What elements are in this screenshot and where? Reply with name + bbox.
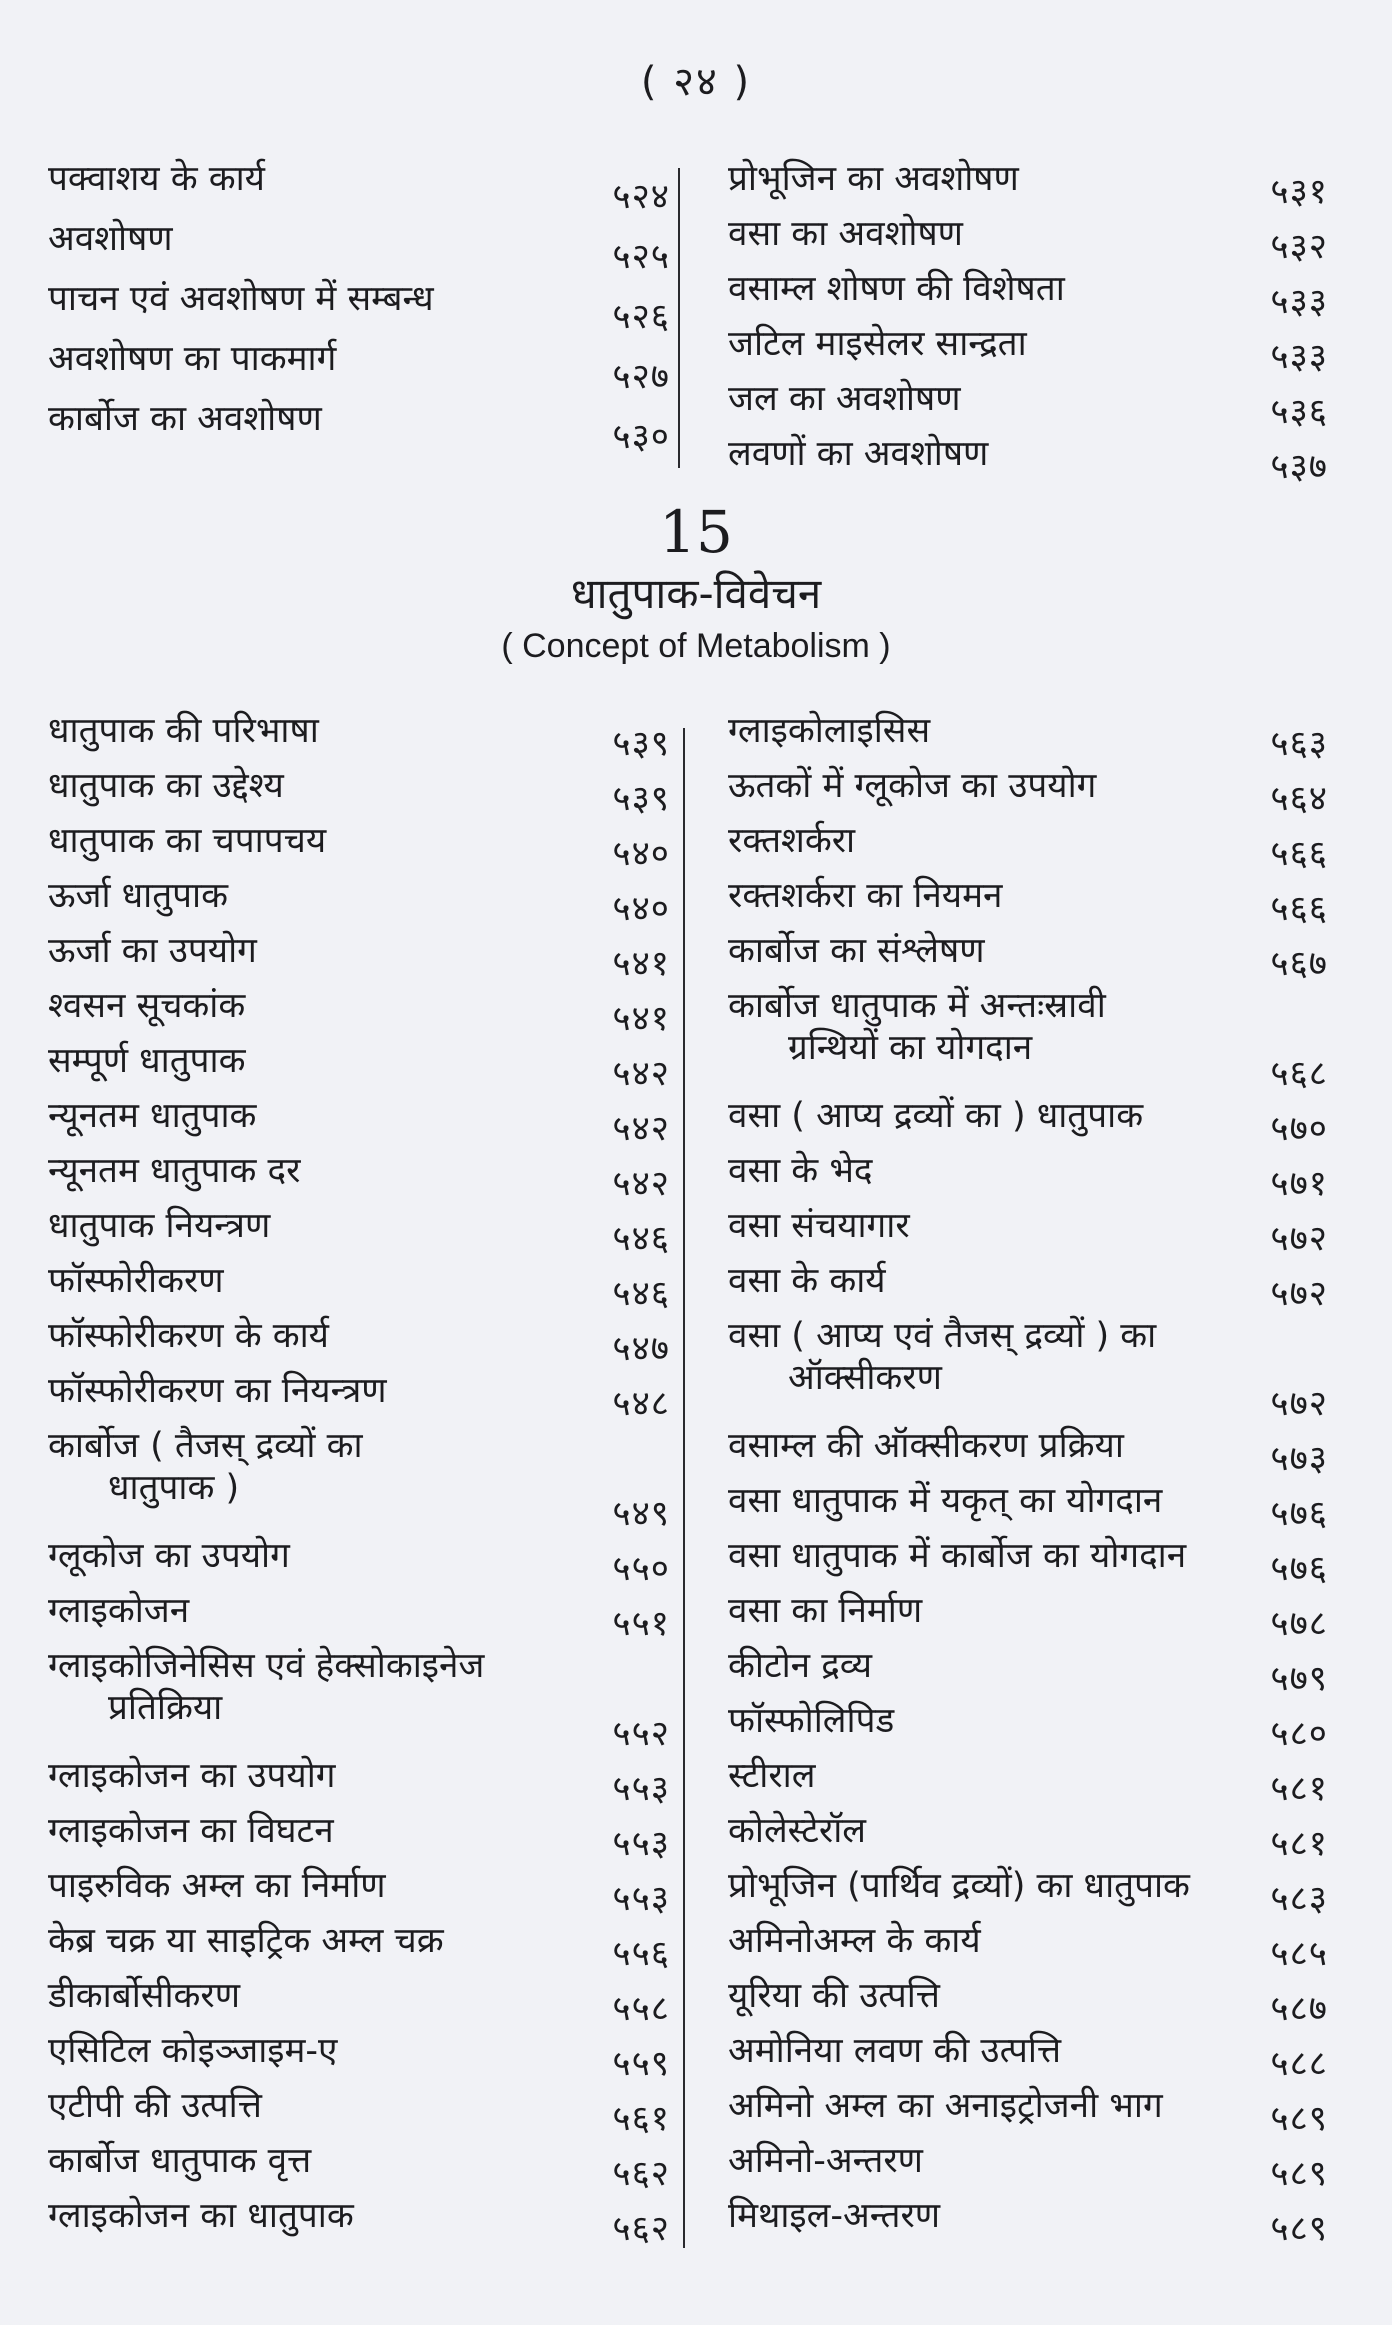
toc-entry-title [48,1755,670,1797]
toc-entry [48,1755,670,1810]
toc-entry-title-line: कार्बोज का अवशोषण [48,399,322,439]
toc-entry-title-line: ग्लाइकोजिनेसिस एवं हेक्सोकाइनेज [48,1646,485,1686]
toc-entry-page-number: ५८५ [1270,1934,1328,1974]
toc-entry-title [48,1150,670,1192]
toc-entry [728,378,1328,433]
toc-entry-title [728,1315,1328,1399]
toc-entry [728,1480,1328,1535]
toc-entry [48,1590,670,1645]
toc-entry [728,1205,1328,1260]
toc-entry-title [48,1040,670,1082]
toc-entry-page-number: ५३३ [1270,282,1328,322]
toc-entry-title-line: धातुपाक की परिभाषा [48,711,319,751]
toc-entry [48,1865,670,1920]
toc-entry-title-line: कार्बोज धातुपाक में अन्तःस्रावी [728,986,1106,1026]
toc-entry-title-line: वसा ( आप्य एवं तैजस् द्रव्यों ) का [728,1316,1157,1356]
toc-entry-title-line: कोलेस्टेरॉल [728,1811,867,1851]
toc-entry-page-number: ५८१ [1270,1824,1328,1864]
toc-entry [728,433,1328,488]
toc-entry-page-number: ५५० [612,1549,670,1589]
toc-entry-page-number: ५७३ [1270,1439,1328,1479]
toc-entry-title-line: ऊर्जा धातुपाक [48,876,229,916]
toc-entry-title [48,1975,670,2017]
toc-entry-page-number: ५६६ [1270,834,1328,874]
toc-entry [48,1535,670,1590]
toc-entry [48,1260,670,1315]
toc-entry-title-line: ग्लाइकोजन का उपयोग [48,1756,336,1796]
toc-entry-title-line: एसिटिल कोइञ्जाइम-ए [48,2031,338,2071]
toc-entry-title-line: प्रोभूजिन का अवशोषण [728,159,1019,199]
toc-entry-title [48,875,670,917]
toc-entry-title-line: जल का अवशोषण [728,379,961,419]
toc-entry-title [48,820,670,862]
toc-entry [728,1865,1328,1920]
toc-entry-title [728,323,1328,365]
toc-entry-title [48,765,670,807]
toc-entry [48,875,670,930]
toc-entry-page-number: ५६८ [1270,1054,1328,1094]
toc-main-section [0,710,1392,2270]
toc-entry [48,338,670,398]
toc-entry [728,710,1328,765]
toc-entry-title-line: प्रोभूजिन (पार्थिव द्रव्यों) का धातुपाक [728,1866,1190,1906]
toc-entry-page-number: ५२७ [612,357,670,397]
toc-entry [728,323,1328,378]
toc-entry [728,1095,1328,1150]
toc-entry [728,1645,1328,1700]
toc-entry-title [48,1535,670,1577]
toc-entry-title-line: कार्बोज धातुपाक वृत्त [48,2141,312,2181]
toc-top-section [0,158,1392,487]
toc-entry-title [728,1755,1328,1797]
toc-entry [48,2140,670,2195]
toc-entry-title [48,1425,670,1509]
toc-entry-page-number: ५८३ [1270,1879,1328,1919]
toc-entry-title [48,2085,670,2127]
toc-entry-title [48,2030,670,2072]
toc-entry [728,213,1328,268]
toc-entry-page-number: ५६२ [612,2154,670,2194]
toc-entry-page-number: ५३० [612,417,670,457]
toc-entry-title [728,930,1328,972]
toc-entry-title-line: वसा संचयागार [728,1206,910,1246]
toc-entry-title-line: ग्लाइकोजन [48,1591,190,1631]
toc-entry-title [728,765,1328,807]
toc-entry-title [728,1645,1328,1687]
toc-entry-page-number: ५५८ [612,1989,670,2029]
toc-entry-page-number: ५२५ [612,237,670,277]
toc-entry-page-number: ५७८ [1270,1604,1328,1644]
toc-entry-title-line: पाइरुविक अम्ल का निर्माण [48,1866,386,1906]
toc-entry [728,875,1328,930]
toc-entry-title [48,985,670,1027]
toc-entry-page-number: ५२४ [612,177,670,217]
toc-entry [48,1370,670,1425]
toc-entry-page-number: ५३१ [1270,172,1328,212]
toc-entry-title-line: अमिनो-अन्तरण [728,2141,923,2181]
toc-entry [728,1315,1328,1425]
toc-entry-title [48,930,670,972]
toc-entry-page-number: ५७६ [1270,1549,1328,1589]
toc-entry-title-line: वसा धातुपाक में यकृत् का योगदान [728,1481,1163,1521]
toc-entry-title [728,875,1328,917]
toc-entry-title [728,1700,1328,1742]
toc-entry [48,158,670,218]
toc-entry-page-number: ५८७ [1270,1989,1328,2029]
chapter-header [0,498,1392,670]
toc-entry-title [728,820,1328,862]
toc-entry-page-number: ५३९ [612,724,670,764]
column-divider [683,728,685,2248]
toc-entry-title [728,1810,1328,1852]
toc-entry-page-number: ५४२ [612,1109,670,1149]
toc-entry-page-number: ५४६ [612,1219,670,1259]
toc-entry-page-number: ५३६ [1270,392,1328,432]
toc-entry-page-number: ५५९ [612,2044,670,2084]
toc-entry-title-line: वसाम्ल की ऑक्सीकरण प्रक्रिया [728,1426,1124,1466]
toc-entry-title-line: वसा का निर्माण [728,1591,923,1631]
toc-entry [728,1920,1328,1975]
toc-entry-page-number: ५७६ [1270,1494,1328,1534]
toc-entry-title-continuation: धातुपाक ) [108,1468,240,1508]
page-number: ( २४ ) [640,59,752,105]
toc-entry-title [48,710,670,752]
toc-entry-title-line: रक्तशर्करा [728,821,856,861]
toc-entry [48,1425,670,1535]
toc-entry-title [728,2195,1328,2237]
toc-entry [48,1150,670,1205]
toc-entry-title-line: यूरिया की उत्पत्ति [728,1976,940,2016]
toc-entry-title-line: फॉस्फोरीकरण का नियन्त्रण [48,1371,387,1411]
toc-entry-title-line: वसा के कार्य [728,1261,886,1301]
toc-entry-page-number: ५३२ [1270,227,1328,267]
toc-entry-title [48,1590,670,1632]
toc-entry-page-number: ५४६ [612,1274,670,1314]
toc-entry-title [728,1150,1328,1192]
toc-entry-title [48,218,670,260]
toc-entry-title [48,1205,670,1247]
toc-entry [728,1150,1328,1205]
chapter-title: धातुपाक-विवेचन [570,569,822,618]
toc-entry-title [728,1260,1328,1302]
toc-entry [728,1260,1328,1315]
toc-entry-title-line: मिथाइल-अन्तरण [728,2196,941,2236]
toc-entry-page-number: ५८१ [1270,1769,1328,1809]
toc-entry-title-line: फॉस्फोरीकरण [48,1261,224,1301]
toc-entry-page-number: ५८९ [1270,2099,1328,2139]
toc-entry [48,2085,670,2140]
toc-entry-title [728,378,1328,420]
toc-entry-title [728,1535,1328,1577]
toc-entry-title-line: वसा धातुपाक में कार्बोज का योगदान [728,1536,1187,1576]
toc-left-column [48,158,670,458]
toc-entry-page-number: ५८८ [1270,2044,1328,2084]
toc-entry-title [48,2195,670,2237]
toc-entry-page-number: ५८० [1270,1714,1328,1754]
toc-entry-title [48,1920,670,1962]
toc-entry [728,268,1328,323]
toc-entry-title [48,338,670,380]
toc-entry-page-number: ५७२ [1270,1219,1328,1259]
toc-entry-title [728,985,1328,1069]
toc-entry-page-number: ५७० [1270,1109,1328,1149]
toc-entry-title [728,158,1328,200]
toc-entry [728,985,1328,1095]
toc-entry [48,1315,670,1370]
toc-entry-title [48,1315,670,1357]
toc-entry-title-line: कार्बोज ( तैजस् द्रव्यों का [48,1426,363,1466]
toc-entry-page-number: ५४९ [612,1494,670,1534]
toc-entry-title [728,1095,1328,1137]
toc-entry-title-line: अवशोषण का पाकमार्ग [48,339,337,379]
toc-entry-title-line: धातुपाक नियन्त्रण [48,1206,271,1246]
toc-entry-title [48,1810,670,1852]
toc-entry-title [728,2030,1328,2072]
toc-entry-page-number: ५३९ [612,779,670,819]
toc-entry [48,1920,670,1975]
toc-entry [48,218,670,278]
toc-entry-title [728,268,1328,310]
toc-entry [728,158,1328,213]
toc-entry-title [48,398,670,440]
toc-entry-title-line: ऊतकों में ग्लूकोज का उपयोग [728,766,1097,806]
toc-entry [728,1425,1328,1480]
toc-entry-title-continuation: ग्रन्थियों का योगदान [788,1028,1033,1068]
toc-entry-page-number: ५५१ [612,1604,670,1644]
toc-entry-title-line: केब्र चक्र या साइट्रिक अम्ल चक्र [48,1921,444,1961]
toc-right-column [728,158,1328,488]
toc-entry [728,820,1328,875]
toc-entry-title-line: फॉस्फोरीकरण के कार्य [48,1316,329,1356]
toc-entry-page-number: ५७१ [1270,1164,1328,1204]
toc-entry-title [728,710,1328,752]
toc-entry-title [728,2140,1328,2182]
toc-entry-page-number: ५८९ [1270,2209,1328,2249]
toc-entry-title-line: न्यूनतम धातुपाक दर [48,1151,301,1191]
toc-entry [48,398,670,458]
toc-entry-title-continuation: ऑक्सीकरण [788,1358,942,1398]
toc-entry-title [728,1865,1328,1907]
toc-entry-title-line: ऊर्जा का उपयोग [48,931,257,971]
toc-entry [48,1040,670,1095]
toc-entry-title [48,1645,670,1729]
toc-entry-page-number: ५३३ [1270,337,1328,377]
toc-entry-page-number: ५४७ [612,1329,670,1369]
toc-entry-page-number: ५६३ [1270,724,1328,764]
toc-entry-title-line: वसा ( आप्य द्रव्यों का ) धातुपाक [728,1096,1144,1136]
toc-entry-title [48,1095,670,1137]
toc-entry-page-number: ५६१ [612,2099,670,2139]
toc-entry-page-number: ५४८ [612,1384,670,1424]
toc-entry-page-number: ५६७ [1270,944,1328,984]
toc-entry-page-number: ५५३ [612,1824,670,1864]
toc-entry-page-number: ५६६ [1270,889,1328,929]
toc-entry [48,985,670,1040]
toc-entry [728,2195,1328,2250]
toc-entry-title-line: जटिल माइसेलर सान्द्रता [728,324,1027,364]
toc-entry [728,2085,1328,2140]
toc-entry [728,1975,1328,2030]
toc-entry-title [728,433,1328,475]
toc-entry-title-line: न्यूनतम धातुपाक [48,1096,257,1136]
toc-entry-page-number: ५५३ [612,1879,670,1919]
toc-entry-page-number: ५४१ [612,999,670,1039]
toc-entry-title-line: पाचन एवं अवशोषण में सम्बन्ध [48,279,434,319]
column-divider [678,168,680,468]
chapter-subtitle: ( Concept of Metabolism ) [501,627,891,665]
toc-entry [48,765,670,820]
toc-entry-page-number: ५४० [612,889,670,929]
toc-entry [48,1645,670,1755]
toc-entry-page-number: ५४१ [612,944,670,984]
toc-entry-title-line: सम्पूर्ण धातुपाक [48,1041,246,1081]
toc-entry-title [48,158,670,200]
toc-entry [48,2030,670,2085]
toc-entry [48,1810,670,1865]
toc-entry-page-number: ५५६ [612,1934,670,1974]
toc-entry [728,2030,1328,2085]
toc-entry [728,1535,1328,1590]
toc-entry-title-line: पक्वाशय के कार्य [48,159,265,199]
toc-entry-page-number: ५८९ [1270,2154,1328,2194]
toc-entry-title [728,213,1328,255]
toc-entry-title [728,1590,1328,1632]
toc-entry [48,1975,670,2030]
toc-entry-page-number: ५६४ [1270,779,1328,819]
toc-entry-page-number: ५३७ [1270,447,1328,487]
toc-entry-title [48,2140,670,2182]
toc-entry-title [728,1205,1328,1247]
toc-entry [48,820,670,875]
toc-entry-title-line: ग्लाइकोजन का धातुपाक [48,2196,354,2236]
toc-entry-title-line: कार्बोज का संश्लेषण [728,931,985,971]
toc-entry-title-line: वसाम्ल शोषण की विशेषता [728,269,1065,309]
toc-entry-title-line: अमिनो अम्ल का अनाइट्रोजनी भाग [728,2086,1163,2126]
toc-entry-title [728,1975,1328,2017]
toc-right-column [728,710,1328,2250]
toc-entry [728,1700,1328,1755]
toc-entry [48,1095,670,1150]
toc-entry [48,278,670,338]
toc-entry-title [728,1920,1328,1962]
toc-entry-title [728,1480,1328,1522]
toc-entry-page-number: ५६२ [612,2209,670,2249]
toc-entry-title-line: फॉस्फोलिपिड [728,1701,895,1741]
toc-entry-title-line: ग्लाइकोजन का विघटन [48,1811,334,1851]
toc-entry-title-line: ग्लूकोज का उपयोग [48,1536,290,1576]
toc-entry-title-line: कीटोन द्रव्य [728,1646,873,1686]
toc-entry-page-number: ५४२ [612,1164,670,1204]
toc-entry-page-number: ५५३ [612,1769,670,1809]
toc-entry-page-number: ५५२ [612,1714,670,1754]
toc-entry [728,765,1328,820]
toc-entry [728,1810,1328,1865]
toc-entry-title-line: श्वसन सूचकांक [48,986,246,1026]
toc-entry-title-line: रक्तशर्करा का नियमन [728,876,1003,916]
toc-entry-title-line: धातुपाक का चपापचय [48,821,327,861]
toc-entry [48,2195,670,2250]
toc-entry-title-line: लवणों का अवशोषण [728,434,989,474]
toc-entry-title [728,1425,1328,1467]
toc-entry-page-number: ५४० [612,834,670,874]
toc-entry-page-number: ५७२ [1270,1384,1328,1424]
toc-entry-title-line: अमोनिया लवण की उत्पत्ति [728,2031,1062,2071]
toc-entry-title-line: स्टीराल [728,1756,816,1796]
toc-entry-title-line: वसा के भेद [728,1151,873,1191]
toc-left-column [48,710,670,2250]
toc-entry [728,2140,1328,2195]
toc-entry-title-line: धातुपाक का उद्देश्य [48,766,284,806]
toc-entry [48,930,670,985]
toc-entry-page-number: ५७९ [1270,1659,1328,1699]
toc-entry-title-line: डीकार्बोसीकरण [48,1976,241,2016]
toc-entry [728,930,1328,985]
toc-entry-title-line: ग्लाइकोलाइसिस [728,711,931,751]
toc-entry-title-continuation: प्रतिक्रिया [108,1688,223,1728]
toc-entry-title-line: अमिनोअम्ल के कार्य [728,1921,981,1961]
chapter-number: 15 [659,498,733,566]
toc-entry-title [48,1865,670,1907]
toc-entry-title [48,278,670,320]
toc-entry-title-line: अवशोषण [48,219,173,259]
toc-entry-title-line: एटीपी की उत्पत्ति [48,2086,262,2126]
toc-entry [48,1205,670,1260]
toc-entry-title [728,2085,1328,2127]
toc-entry-page-number: ५२६ [612,297,670,337]
toc-entry-title [48,1370,670,1412]
toc-entry-page-number: ५७२ [1270,1274,1328,1314]
toc-entry [48,710,670,765]
toc-entry-title [48,1260,670,1302]
toc-entry-title-line: वसा का अवशोषण [728,214,963,254]
toc-entry [728,1590,1328,1645]
toc-entry [728,1755,1328,1810]
toc-entry-page-number: ५४२ [612,1054,670,1094]
